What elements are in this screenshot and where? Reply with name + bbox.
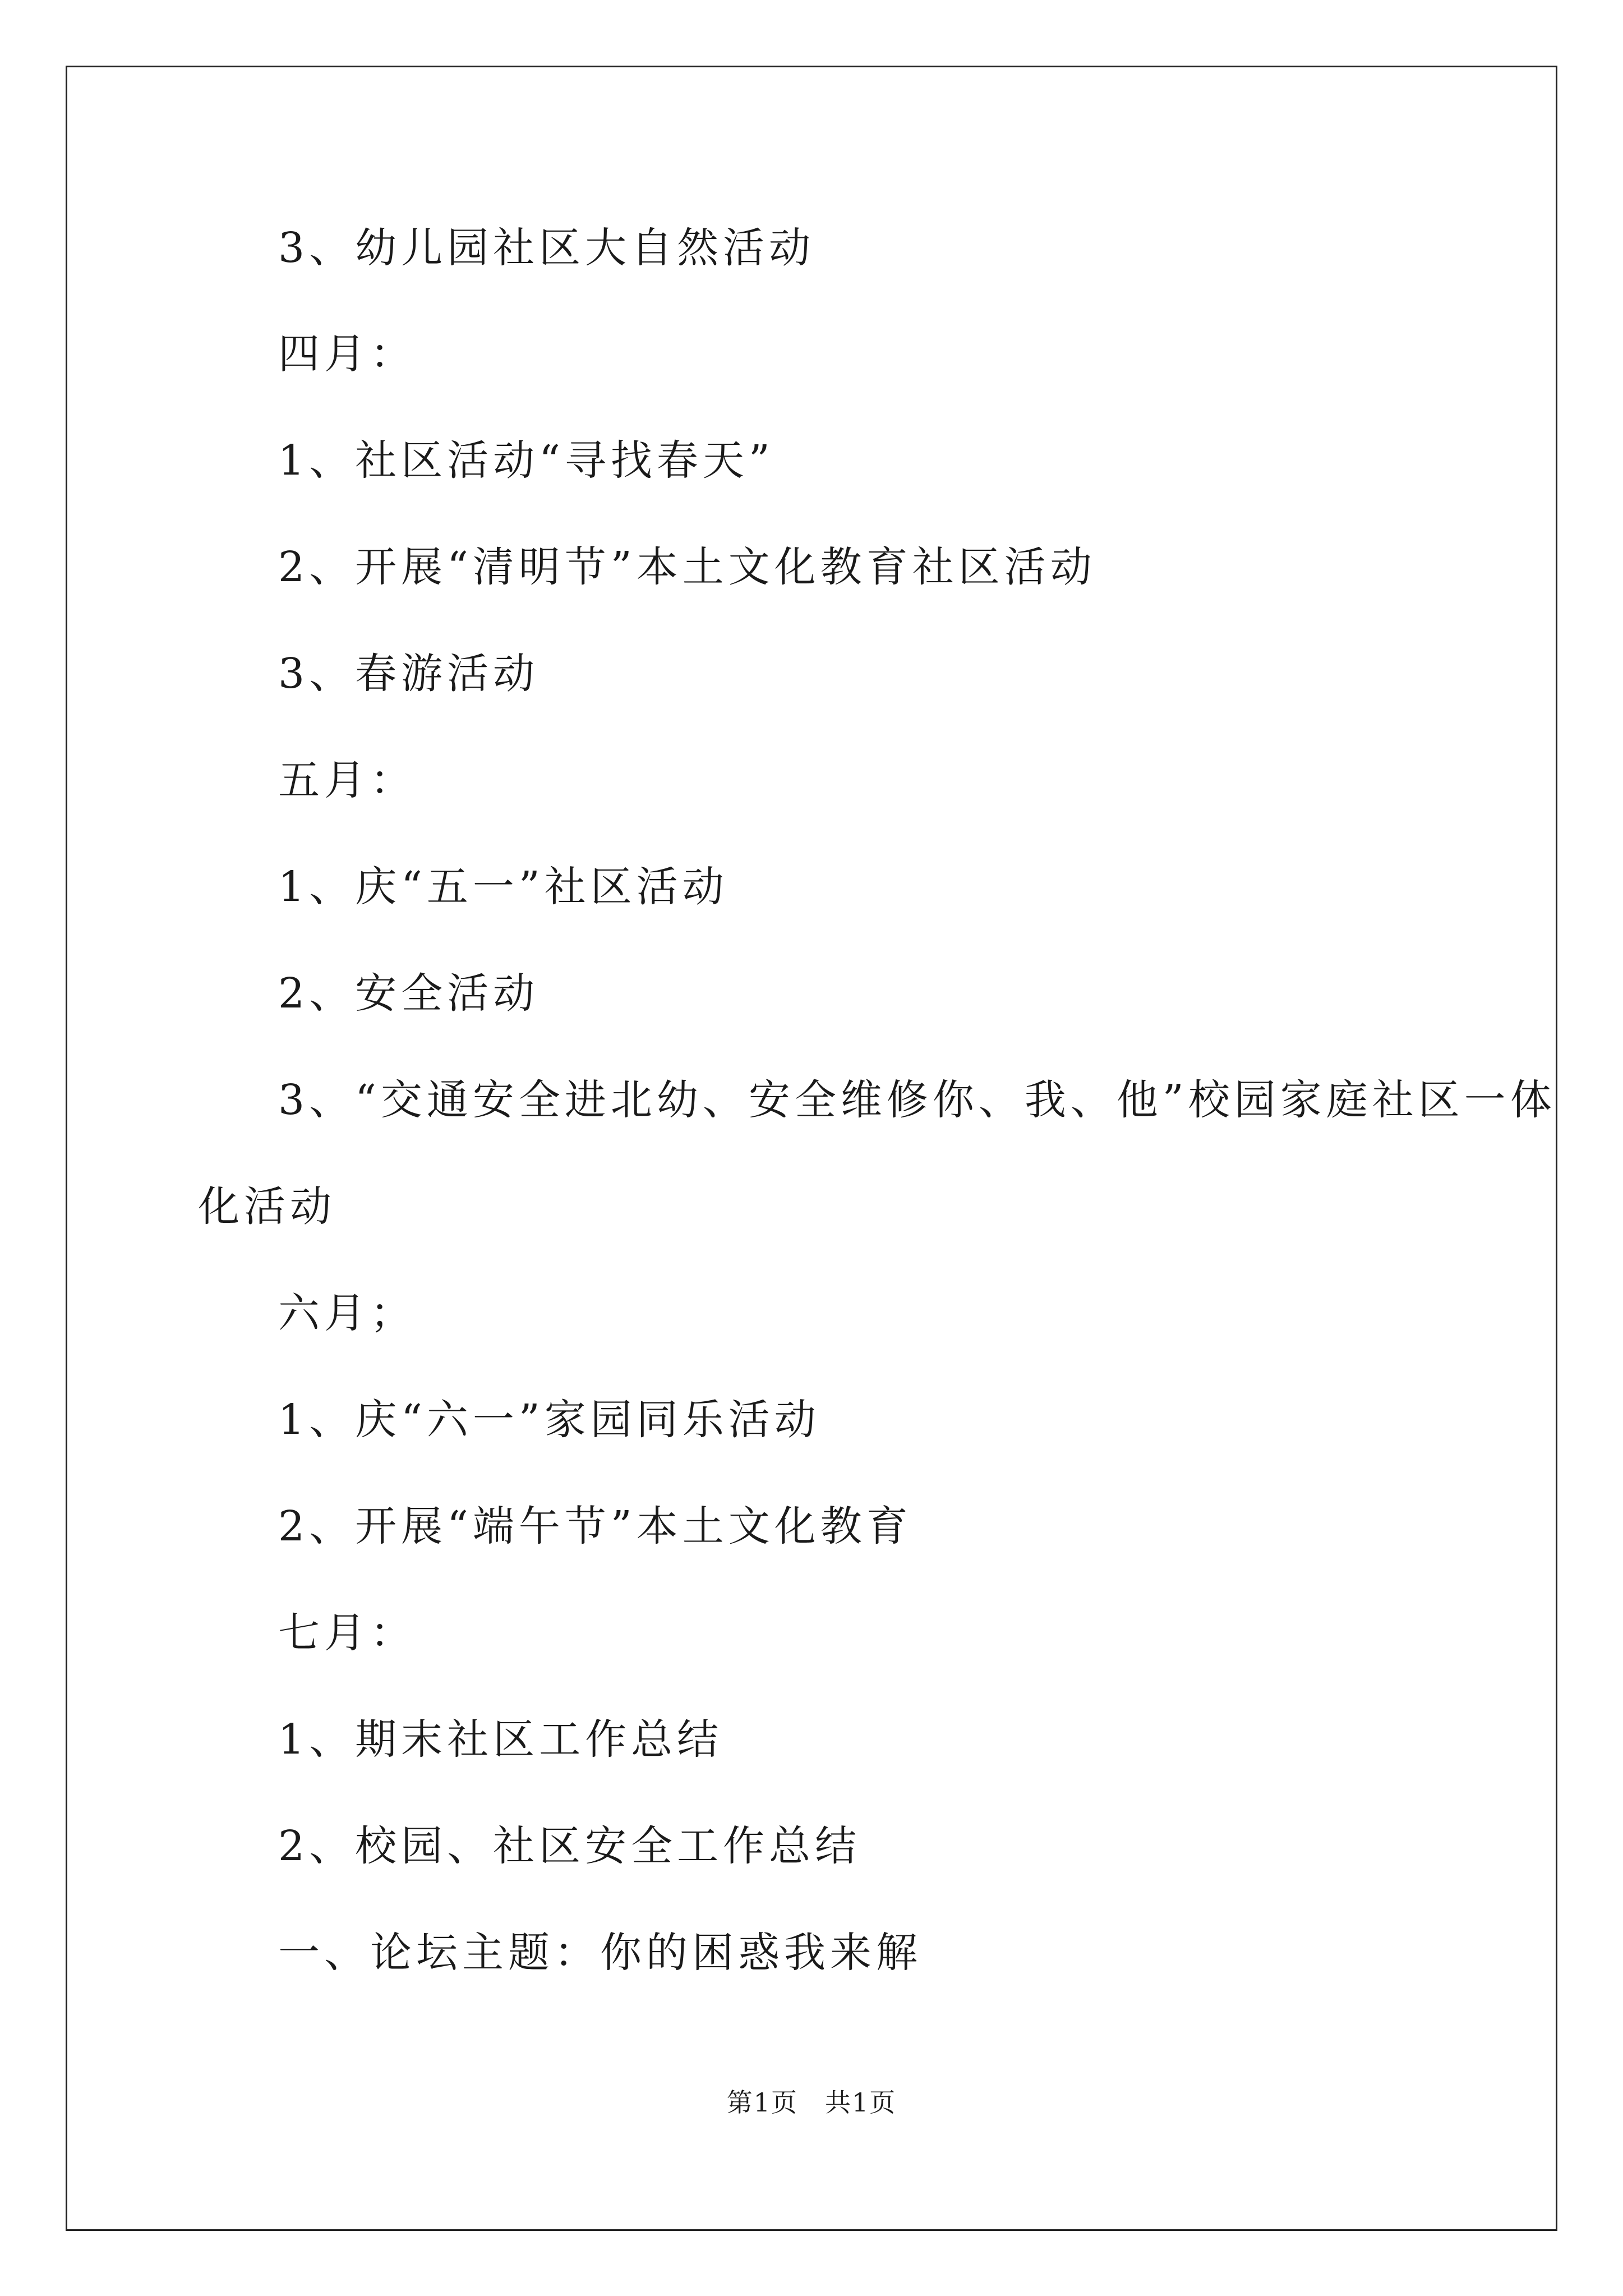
text-line: 2、开展“端午节”本土文化教育 [278, 1502, 912, 1550]
text-line: 2、校园、社区安全工作总结 [278, 1822, 861, 1870]
text-line: 1、期末社区工作总结 [278, 1715, 723, 1764]
page-frame [66, 66, 1557, 2231]
text-line: 1、庆“五一”社区活动 [278, 863, 728, 911]
text-line: 2、安全活动 [278, 969, 540, 1018]
section-heading-june: 六月； [278, 1289, 416, 1337]
text-line: 1、庆“六一”家园同乐活动 [278, 1396, 820, 1444]
page-number-footer: 第1页 共1页 [726, 2087, 897, 2118]
text-line: 1、社区活动“寻找春天” [278, 436, 774, 485]
text-line: 3、幼儿园社区大自然活动 [278, 224, 815, 272]
text-line-continuation: 化活动 [198, 1182, 336, 1231]
text-line: 一、论坛主题：你的困惑我来解 [278, 1929, 922, 1977]
section-heading-july: 七月： [278, 1609, 416, 1657]
text-line: 3、“交通安全进北幼、安全维修你、我、他”校园家庭社区一体 [278, 1076, 1556, 1124]
text-line: 3、春游活动 [278, 650, 540, 698]
section-heading-april: 四月： [278, 330, 416, 378]
section-heading-may: 五月： [278, 756, 416, 804]
text-line: 2、开展“清明节”本土文化教育社区活动 [278, 543, 1096, 591]
